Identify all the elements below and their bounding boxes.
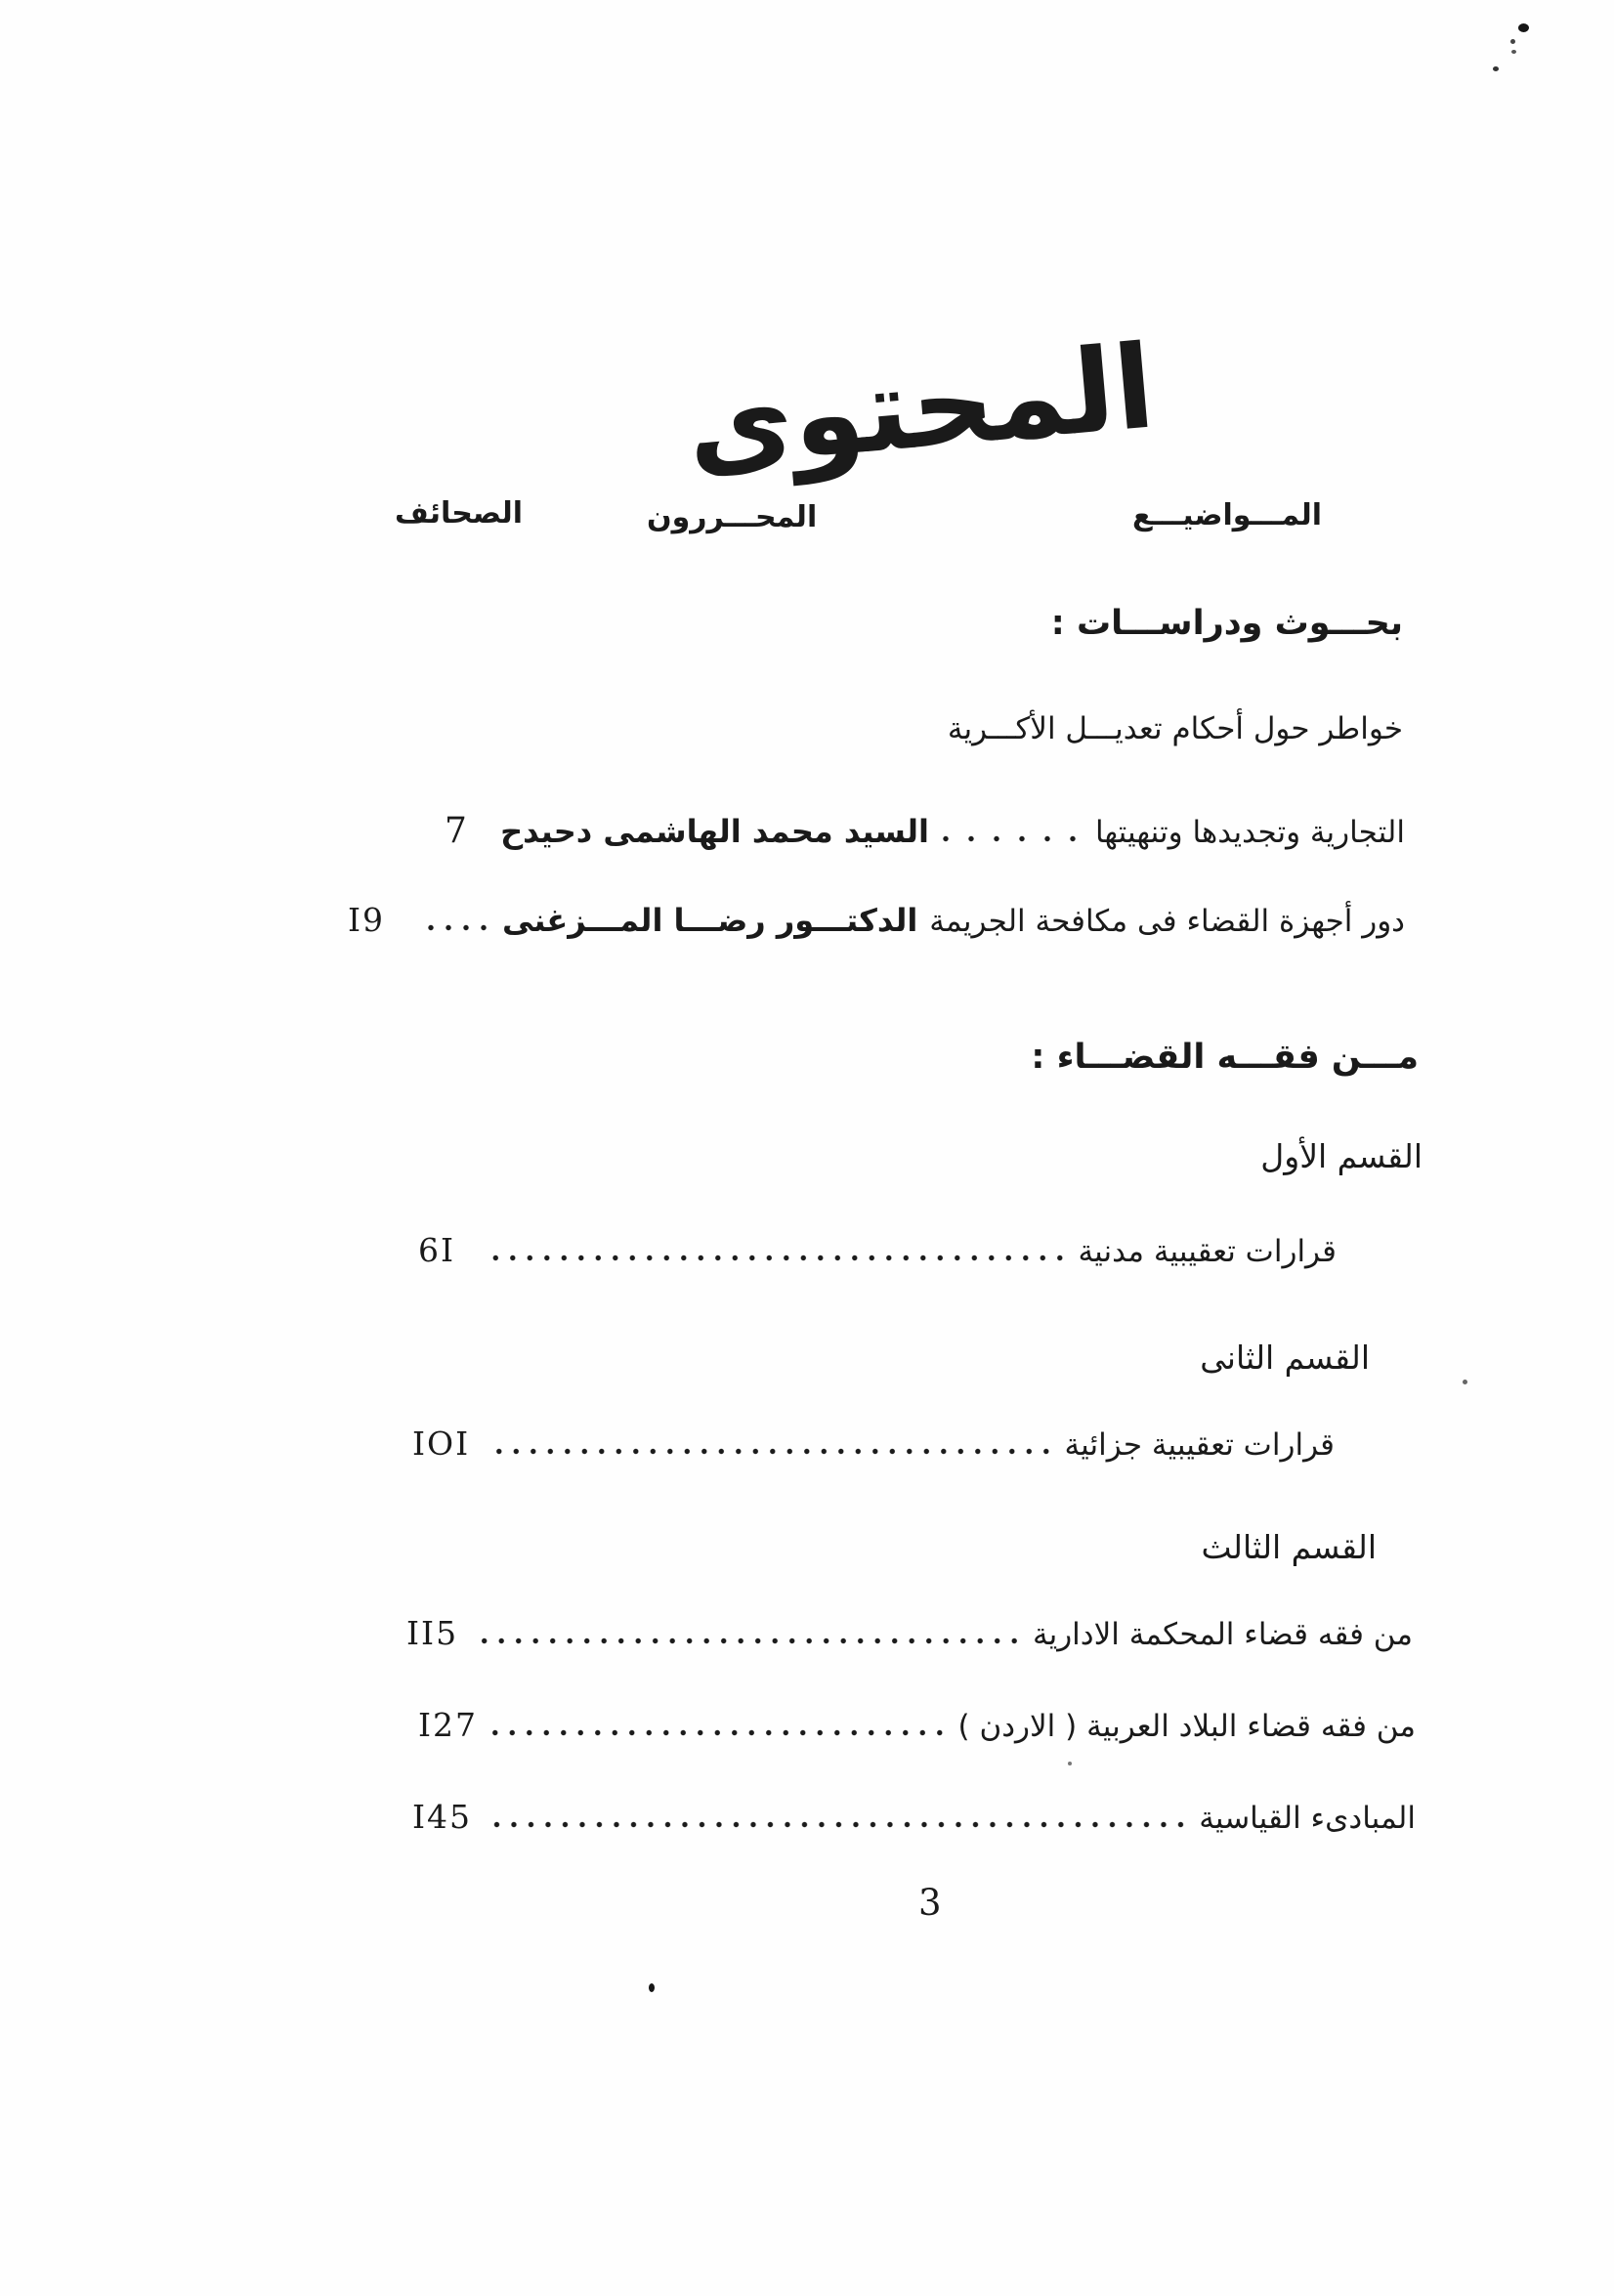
scan-speckle [1068, 1762, 1072, 1765]
page-title-calligraphy: المحتوى [681, 319, 1160, 494]
part-title-third: القسم الثالث [1201, 1528, 1377, 1566]
toc-entry-page-number: II5 [406, 1614, 459, 1652]
part-title-second: القسم الثانى [1200, 1339, 1370, 1377]
toc-entry-row [406, 1614, 1413, 1652]
toc-entry-row [412, 1424, 1335, 1463]
scan-speckle [1510, 39, 1515, 44]
toc-entry-author: السيد محمد الهاشمى دحيدح [500, 813, 929, 850]
toc-entry-page-number: 7 [445, 811, 469, 851]
toc-entry-title-line1: خواطر حول أحكام تعديـــل الأكـــرية [947, 711, 1403, 746]
column-header-pages: الصحائف [395, 496, 523, 531]
toc-entry-page-number: 6I [418, 1231, 456, 1269]
toc-entry-row [412, 1798, 1416, 1836]
toc-entry-title: قرارات تعقيبية مدنية [1078, 1234, 1337, 1269]
dotted-leader [939, 835, 1085, 842]
toc-entry-page-number: I45 [412, 1798, 473, 1836]
toc-entry-row [445, 811, 1405, 851]
toc-entry-title-line2: التجارية وتجديدها وتنهيتها [1094, 815, 1405, 850]
toc-entry-author: الدكتـــور رضـــا المـــزغنى [501, 902, 918, 939]
toc-entry-row [418, 1706, 1416, 1744]
column-header-editors: المحـــررون [647, 500, 818, 534]
scan-speckle [649, 1983, 655, 1992]
toc-entry-page-number: IOI [412, 1424, 471, 1463]
toc-entry-title: من فقه قضاء البلاد العربية ( الاردن ) [957, 1709, 1416, 1744]
section-heading-research: بحـــوث ودراســـات : [1050, 604, 1403, 643]
part-title-first: القسم الأول [1260, 1137, 1423, 1175]
footer-page-number: 3 [918, 1882, 942, 1924]
section-heading-jurisprudence: مـــن فقـــه القضـــاء : [1031, 1038, 1419, 1077]
dotted-leader [492, 1254, 1069, 1261]
scan-speckle [1511, 50, 1516, 54]
dotted-leader [481, 1637, 1023, 1644]
toc-entry-title: من فقه قضاء المحكمة الادارية [1032, 1617, 1413, 1652]
dotted-leader [492, 1729, 949, 1736]
scan-speckle [1463, 1380, 1467, 1384]
toc-entry-page-number: I9 [347, 901, 385, 939]
toc-entry-title: المبادىء القياسية [1199, 1801, 1416, 1836]
dotted-leader [422, 924, 492, 931]
dotted-leader [487, 1448, 1055, 1455]
toc-entry-row [418, 1231, 1337, 1269]
column-header-subjects: المـــواضيـــع [1131, 498, 1322, 532]
toc-entry-row [347, 901, 1405, 939]
scan-speckle [1493, 66, 1499, 71]
scan-speckle [1518, 23, 1529, 32]
toc-entry-page-number: I27 [418, 1706, 479, 1744]
dotted-leader [487, 1821, 1189, 1828]
toc-entry-title: دور أجهزة القضاء فى مكافحة الجريمة [929, 904, 1405, 939]
toc-entry-title: قرارات تعقيبية جزائية [1064, 1427, 1335, 1463]
